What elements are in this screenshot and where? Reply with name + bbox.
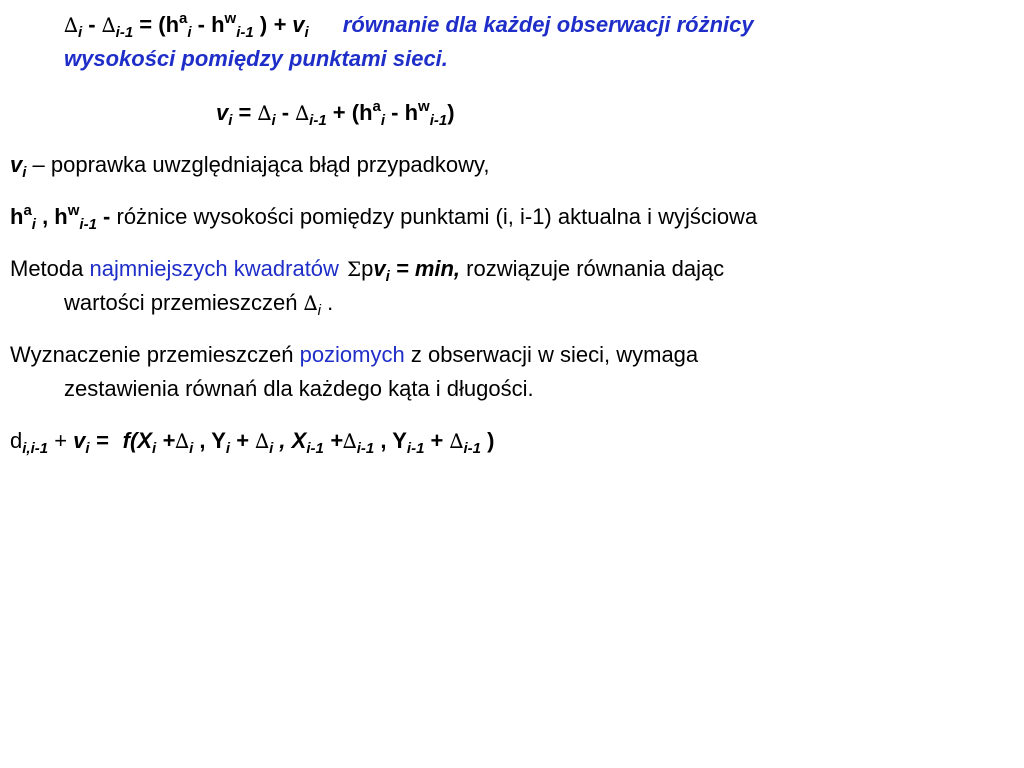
horizontal-displacement-line-continued: zestawienia równań dla każdego kąta i długości.	[64, 376, 534, 401]
delta-symbol: ∆	[449, 429, 464, 453]
delta-symbol: ∆	[257, 101, 272, 125]
least-squares-highlight: najmniejszych kwadratów	[89, 256, 339, 281]
delta-symbol: ∆	[342, 429, 357, 453]
delta-symbol: ∆	[64, 13, 78, 37]
horizontal-displacement-line: Wyznaczenie przemieszczeń poziomych z obserwacji w sieci, wymaga	[10, 342, 699, 367]
sigma-symbol: Σ	[346, 257, 362, 281]
definition-v: $v_i$ – poprawka uwzględniająca błąd przypadkowy,	[10, 152, 490, 181]
definition-h: $h^a_i$ , $h^w_{i-1}$ - różnice wysokości pomiędzy punktami (i, i-1) aktualna i wyjściowa	[10, 202, 758, 233]
least-squares-line: Metoda najmniejszych kwadratów Σpv$_i$ = min, rozwiązuje równania dając	[10, 256, 725, 285]
equation-line-1: $\Delta_i - \Delta_{i-1} = (h^a_i - h^w_{i-1}$ ) + $v_i$ równanie dla każdej obserwacji różnicy	[64, 10, 754, 41]
delta-symbol: ∆	[101, 13, 116, 37]
observation-equation: $d_{i,i-1} + v_i = f(X_i +\Delta_i$ , $Y_i + \Delta_i$ , $X_{i-1} +\Delta_{i-1}$ , $Y_{i-1} + \Delta_{i-1}$ )	[10, 428, 495, 457]
least-squares-line-continued: wartości przemieszczeń $\Delta_i$ .	[64, 290, 334, 319]
delta-symbol: ∆	[295, 101, 310, 125]
delta-symbol: ∆	[303, 291, 318, 315]
horizontal-highlight: poziomych	[299, 342, 405, 367]
delta-symbol: ∆	[255, 429, 270, 453]
delta-symbol: ∆	[175, 429, 190, 453]
equation-description: równanie dla każdej obserwacji różnicy	[342, 12, 754, 37]
equation-description-continued: wysokości pomiędzy punktami sieci.	[64, 46, 448, 71]
equation-line-2: $v_i = \Delta_i - \Delta_{i-1} + (h^a_i - h^w_{i-1})$	[216, 98, 455, 129]
